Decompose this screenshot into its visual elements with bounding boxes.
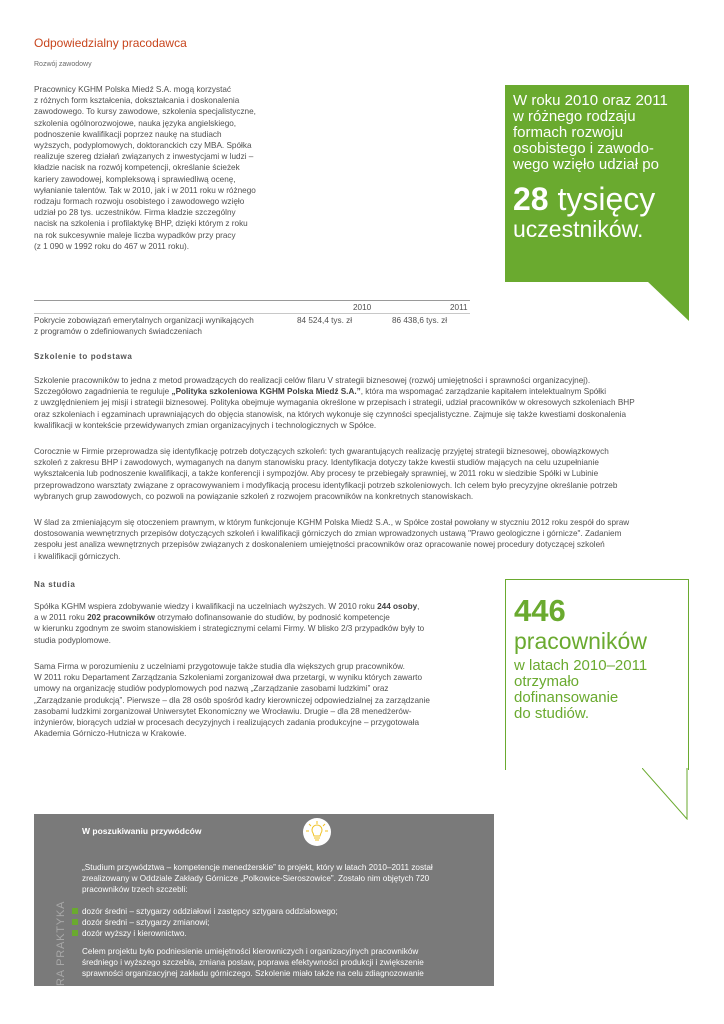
- callout-lead: W roku 2010 oraz 2011 w różnego rodzaju formach rozwoju osobistego i zawodo- wego wzięło udział po: [513, 92, 668, 173]
- table-cell-2011: 86 438,6 tys. zł: [392, 316, 448, 325]
- case-study-goal: Celem projektu było podniesienie umiejętności kierowniczych i organizacyjnych pracowników średniego i wyższego szczebla, zmiana postaw, poprawa efektywności produkcji i zwiększenie sprawności organizacyjnej zakładu górniczego. Szkolenie miało także na celu zdiagnozowanie: [82, 947, 424, 979]
- case-study-box: [34, 814, 494, 986]
- studia-bold-244: 244 osoby: [377, 602, 418, 611]
- green-callout-tail: [647, 281, 689, 321]
- p1-policy-bold: „Polityka szkoleniowa KGHM Polska Miedź S.A.”: [171, 387, 361, 397]
- callout-446-tail: [642, 768, 688, 820]
- table-header-year-1: 2010: [353, 303, 372, 312]
- green-callout: [505, 85, 689, 282]
- case-study-intro: „Studium przywództwa – kompetencje menedżerskie” to projekt, który w latach 2010–2011 został zrealizowany w Oddziale Zakłady Górnicze „Polkowice-Sieroszowice”. Zostało nim objętych 720 pracowników trzech szczebli:: [82, 863, 433, 895]
- table-top-rule: [34, 300, 470, 301]
- studia-bold-202: 202 pracowników: [87, 613, 155, 623]
- p1-text-b: , która ma wspomagać zarządzanie kapitałem intelektualnym Spółki z uwzględnieniem jej misji i strategii biznesowej. Polityka obejmuje wymagania określone w przepisach i strategii, udział pracowników w okresowych szkoleniach BHP oraz szkoleniach i egzaminach uprawniających do objęcia stanowisk, na których wykonuje się czynności specjalistyczne. Zajmuje się także kwestiami doskonalenia kwalifikacji w kontekście przewidywanych zmian organizacyjnych i technologicznych w Spółce.: [34, 387, 635, 430]
- szkolenie-paragraph-2: Corocznie w Firmie przeprowadza się identyfikację potrzeb dotyczących szkoleń: tych gwarantujących realizację przyjętej strategii biznesowej, obowiązkowych szkoleń z zakresu BHP i zawodowych, wymaganych na danym stanowisku pracy. Identyfikacja dotyczy także kwestii studiów mających na celu uzupełnianie wykształcenia lub podnoszenie kwalifikacji, a także konferencji i sympozjów. Aby procesy te przebiegały sprawniej, w 2011 roku w siedzibie Spółki w Lubinie przeprowadzono warsztaty związane z opracowywaniem i modyfikacją procesu identyfikacji potrzeb szkoleniowych. Ich celem było precyzyjne określanie potrzeb wybranych grup zawodowych, co pozwoli na powiązanie szkoleń z rozwojem pracowników na konkretnych stanowiskach.: [34, 447, 618, 501]
- bullet-square-icon: [72, 908, 78, 914]
- studia-paragraph-2: Sama Firma w porozumieniu z uczelniami przygotowuje także studia dla większych grup pracowników. W 2011 roku Departament Zarządzania Szkoleniami zorganizował dwa przetargi, w wyniku których zawarto umowy na organizację studiów podyplomowych pod nazwą „Zarządzanie zasobami ludzkimi” oraz „Zarządzanie produkcją”. Pierwsze – dla 28 osób spośród kadry kierowniczej odpowiedzialnej za zarządzanie zasobami ludzkimi zorganizował Uniwersytet Ekonomiczny we Wrocławiu. Drugie – dla 28 menedżerów- inżynierów, biorących udział w procesach decyzyjnych i realizujących zadania produkcyjne – przygotowała Akademia Górniczo-Hutnicza w Krakowie.: [34, 662, 430, 739]
- studia-text-b: , a w 2011 roku: [34, 602, 420, 623]
- list-item-text: dozór średni – sztygarzy zmianowi;: [82, 918, 210, 928]
- szkolenie-paragraph-3: W ślad za zmieniającym się otoczeniem prawnym, w którym funkcjonuje KGHM Polska Miedź S.A., w Spółce został powołany w styczniu 2012 roku zespół do spraw dostosowania wewnętrznych przepisów dotyczących szkoleń i kwalifikacji górniczych do zmian wprowadzonych ustawą "Prawo geologiczne i górnicze". Zadaniem zespołu jest analiza wewnętrznych przepisów związanych z doskonaleniem umiejętności pracowników oraz opracowanie nowej procedury dotyczącej szkoleń i kwalifikacji górniczych.: [34, 518, 630, 561]
- heading-szkolenie: Szkolenie to podstawa: [34, 352, 133, 361]
- case-study-list: [82, 906, 482, 940]
- studia-text-c: otrzymało dofinansowanie do studiów, by podnosić kompetencje w kierunku zgodnym ze swoim stanowiskiem i strategicznymi celami Firmy. W blisko 2/3 przypadków były to studia podyplomowe.: [34, 613, 425, 645]
- callout-number-value: 28: [513, 181, 549, 217]
- p1-text-a: Szkolenie pracowników to jedna z metod prowadzących do realizacji celów filaru V strategii biznesowej (rozwój umiejętności i sprawności organizacyjnej). Szczegółowo zagadnienia te reguluje: [34, 376, 591, 397]
- table-row-rule: [34, 313, 470, 314]
- case-study-side-label: RA PRAKTYKA: [55, 900, 67, 986]
- case-study-title: W poszukiwaniu przywódców: [82, 826, 202, 836]
- section-title: Odpowiedzialny pracodawca: [34, 36, 187, 50]
- bullet-square-icon: [72, 930, 78, 936]
- callout-number: [513, 182, 655, 216]
- list-item-text: dozór wyższy i kierownictwo.: [82, 929, 187, 939]
- subhead: Rozwój zawodowy: [34, 61, 92, 68]
- callout-446-box: [505, 579, 689, 770]
- list-item: [82, 928, 482, 939]
- bullet-square-icon: [72, 919, 78, 925]
- callout-tail: uczestników.: [513, 216, 644, 242]
- list-item: [82, 917, 482, 928]
- callout-446-rest: w latach 2010–2011 otrzymało dofinansowanie do studiów.: [514, 657, 648, 722]
- callout-446-word: pracowników: [514, 628, 647, 654]
- heading-studia: Na studia: [34, 580, 76, 589]
- studia-paragraph-1: [34, 601, 474, 646]
- lightbulb-icon: [303, 818, 331, 846]
- studia-text-a: Spółka KGHM wspiera zdobywanie wiedzy i kwalifikacji na uczelniach wyższych. W 2010 roku: [34, 602, 378, 611]
- table-row-label: Pokrycie zobowiązań emerytalnych organizacji wynikających z programów o zdefiniowanych świadczeniach: [34, 316, 254, 337]
- table-cell-2010: 84 524,4 tys. zł: [297, 316, 353, 325]
- list-item-text: dozór średni – sztygarzy oddziałowi i zastępcy sztygara oddziałowego;: [82, 907, 338, 916]
- intro-paragraph: Pracownicy KGHM Polska Miedź S.A. mogą korzystać z różnych form kształcenia, dokształcania i doskonalenia zawodowego. To kursy zawodowe, szkolenia specjalistyczne, szkolenia ogólnorozwojowe, nauka języka angielskiego, podnoszenie kwalifikacji poprzez naukę na studiach wyższych, podyplomowych, doktoranckich czy MBA. Spółka realizuje szereg działań związanych z inwestycjami w ludzi – kładzie nacisk na rozwój kompetencji, określanie ścieżek kariery zawodowej, kompleksową i sprawiedliwą ocenę, wyłanianie talentów. Tak w 2010, jak i w 2011 roku w różnego rodzaju formach rozwoju osobistego i zawodowego wzięło udział po 28 tys. uczestników. Firma kładzie szczególny nacisk na szkolenia i profilaktykę BHP, dzięki którym z roku na rok sukcesywnie maleje liczba wypadków przy pracy (z 1 090 w 1992 roku do 467 w 2011 roku).: [34, 85, 256, 251]
- szkolenie-paragraph-1: [34, 375, 694, 431]
- list-item: [82, 906, 482, 917]
- table-header-year-2: 2011: [450, 303, 468, 312]
- callout-446-number: 446: [514, 593, 566, 628]
- callout-number-word: tysięcy: [557, 181, 656, 217]
